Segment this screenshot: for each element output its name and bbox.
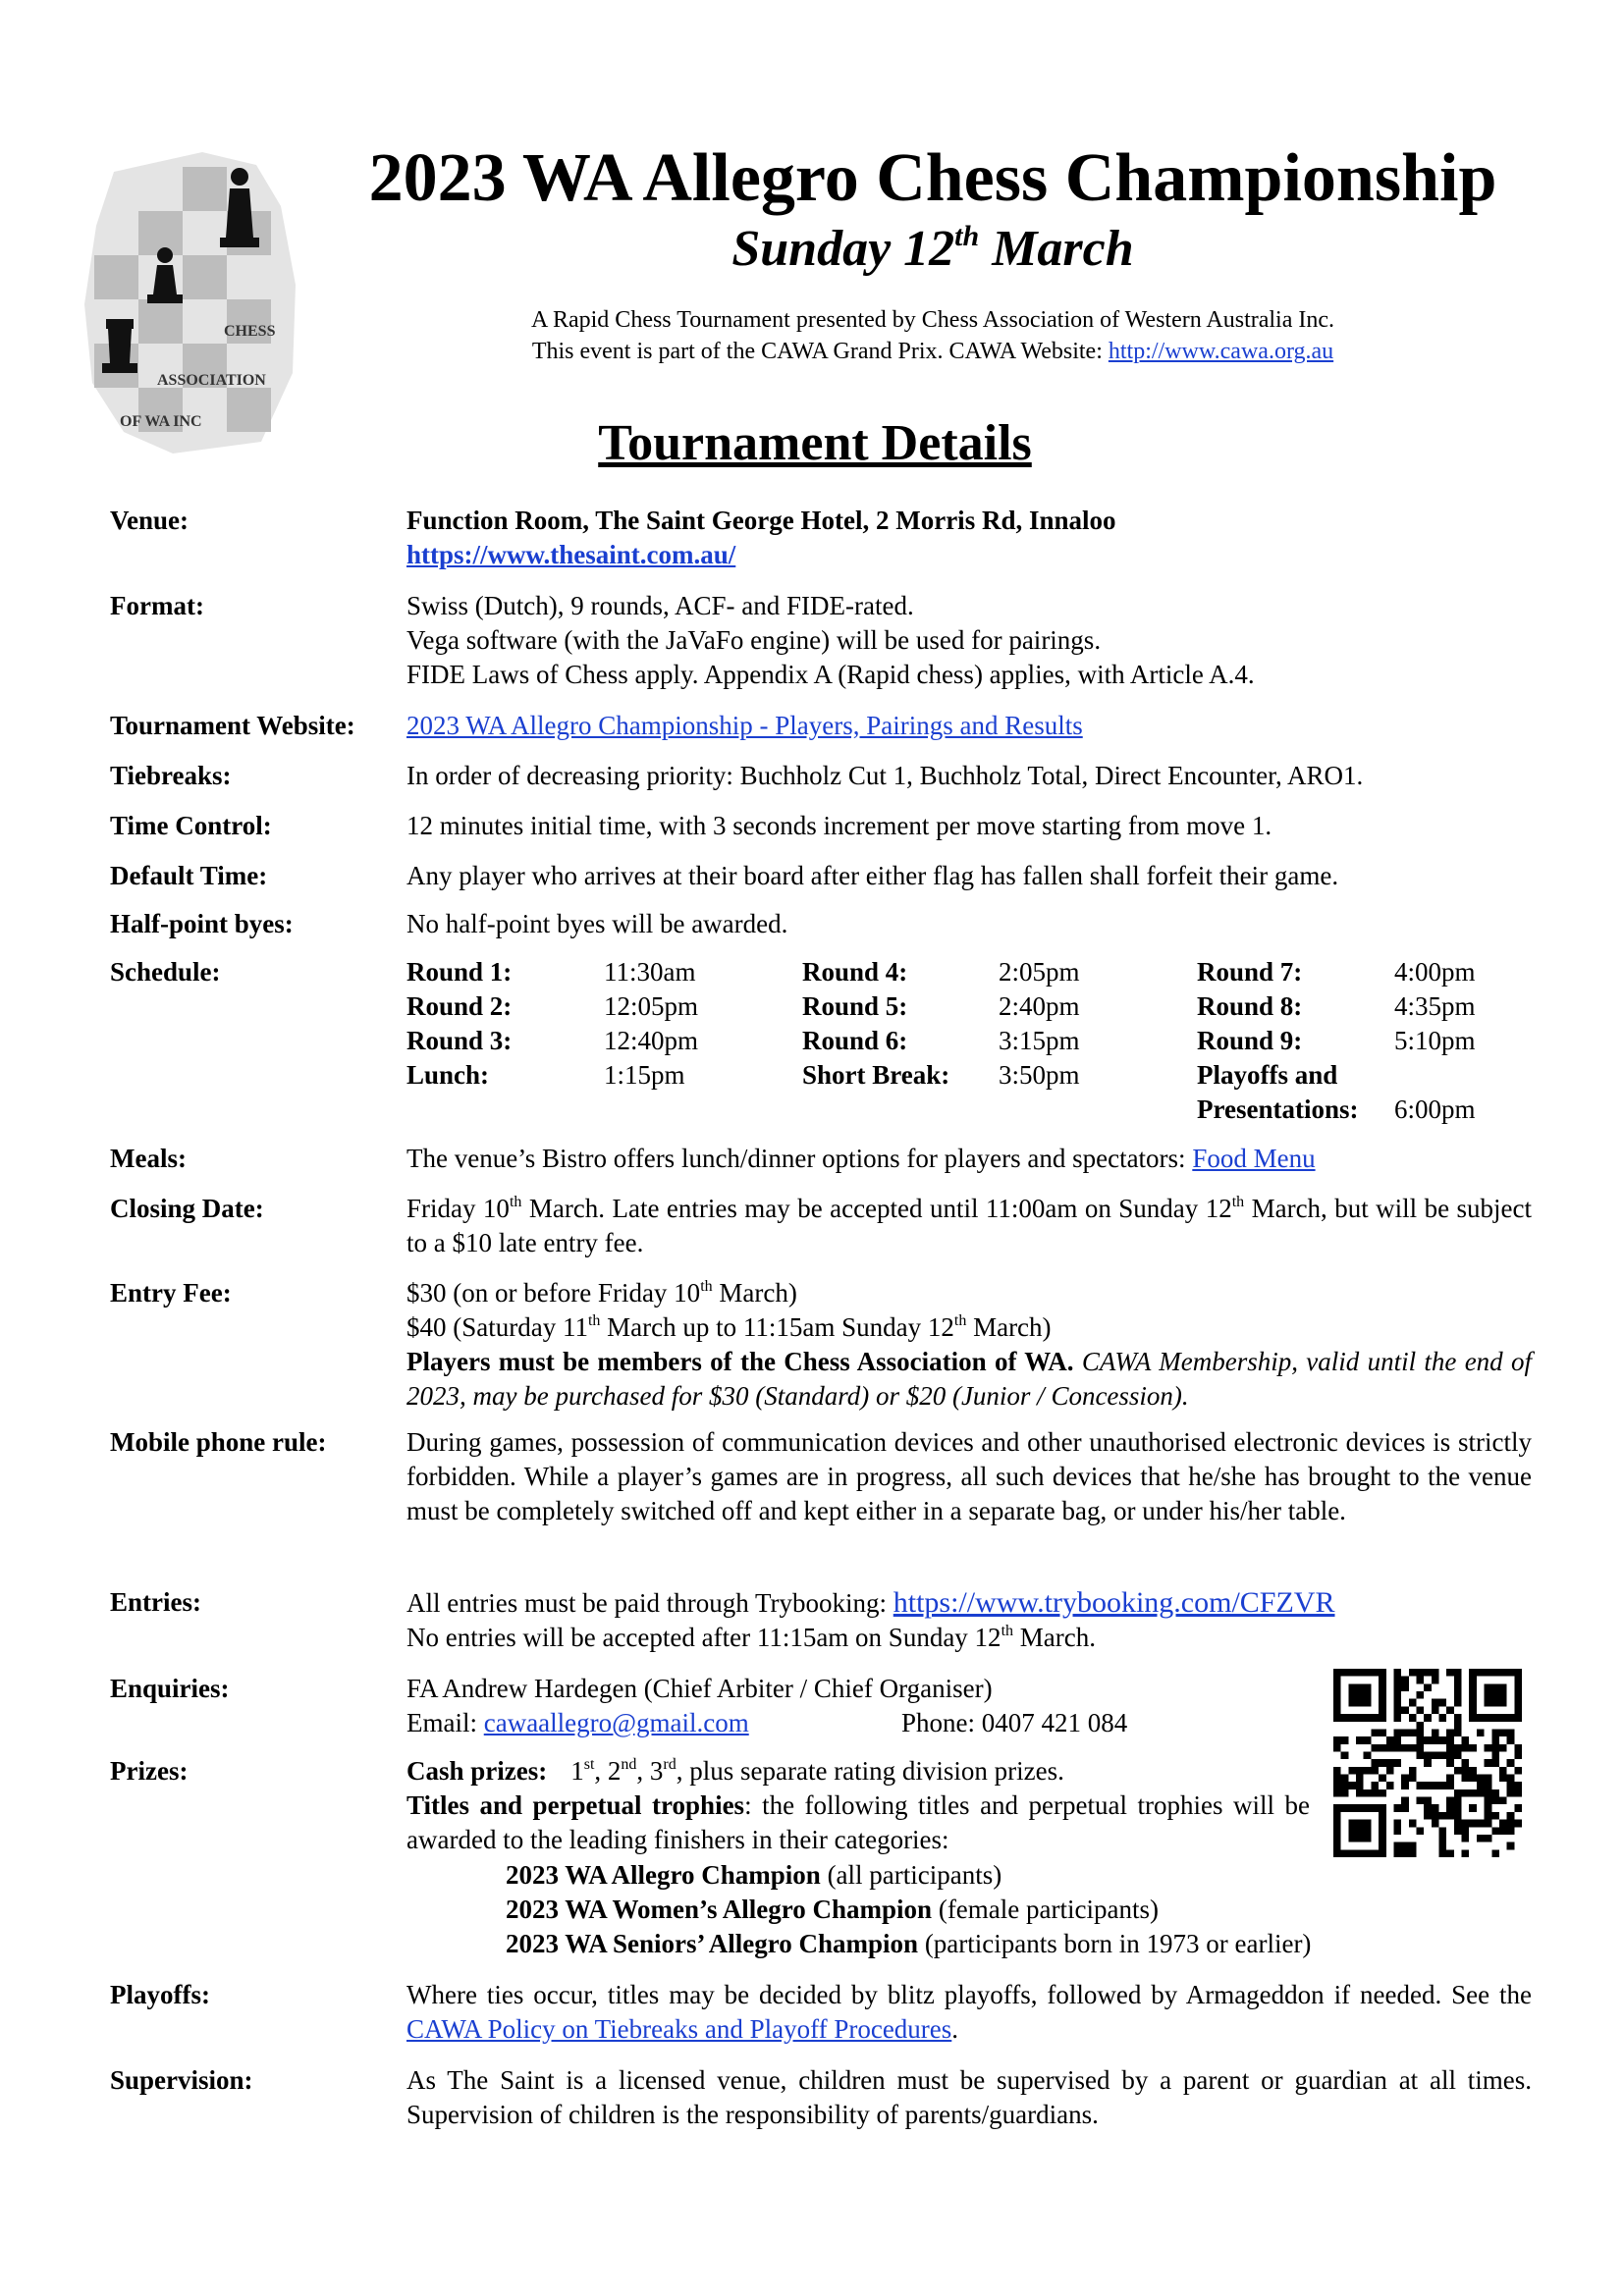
food-menu-link[interactable]: Food Menu [1192, 1144, 1316, 1173]
event-date: Sunday 12th March [731, 220, 1134, 277]
tiebreaks-text: In order of decreasing priority: Buchholz Cut 1, Buchholz Total, Direct Encounter, ARO1. [406, 761, 1364, 790]
enquiries-label: Enquiries: [110, 1674, 230, 1703]
playoffs-label: Playoffs: [110, 1980, 210, 2009]
membership-note: Players must be members of the Chess Association of WA. CAWA Membership, valid until the end of 2023, may be purchased for $30 (Standard) or $20 (Junior / Concession). [406, 1347, 1532, 1411]
schedule-lunch-label: Lunch: [406, 1060, 490, 1090]
byes-label: Half-point byes: [110, 909, 294, 938]
tiebreak-policy-link[interactable]: CAWA Policy on Tiebreaks and Playoff Procedures [406, 2014, 952, 2044]
entries-line-2: No entries will be accepted after 11:15am on Sunday 12th March. [406, 1623, 1096, 1652]
schedule-playoffs-time: 6:00pm [1394, 1095, 1476, 1124]
cash-prizes: Cash prizes: 1st, 2nd, 3rd, plus separate rating division prizes. [406, 1756, 1064, 1786]
qr-code-icon[interactable] [1333, 1669, 1522, 1857]
time-control-label: Time Control: [110, 811, 272, 840]
schedule-round-8-label: Round 8: [1197, 991, 1303, 1021]
schedule-round-1-label: Round 1: [406, 957, 513, 987]
logo-text-wa-inc: OF WA INC [120, 413, 202, 430]
mobile-rule-label: Mobile phone rule: [110, 1427, 327, 1457]
schedule-round-8-time: 4:35pm [1394, 991, 1476, 1021]
format-line-2: Vega software (with the JaVaFo engine) will be used for pairings. [406, 625, 1102, 655]
prizes-label: Prizes: [110, 1756, 189, 1786]
schedule-round-6-time: 3:15pm [999, 1026, 1080, 1055]
trybooking-link[interactable]: https://www.trybooking.com/CFZVR [893, 1586, 1335, 1619]
schedule-round-2-label: Round 2: [406, 991, 513, 1021]
award-item: 2023 WA Allegro Champion (all participants) [506, 1860, 1002, 1890]
intro-line-2: This event is part of the CAWA Grand Prix. CAWA Website: http://www.cawa.org.au [531, 339, 1334, 364]
default-time-text: Any player who arrives at their board after either flag has fallen shall forfeit their game. [406, 861, 1339, 890]
award-item: 2023 WA Women’s Allegro Champion (female participants) [506, 1895, 1159, 1924]
schedule-round-4-time: 2:05pm [999, 957, 1080, 987]
format-line-3: FIDE Laws of Chess apply. Appendix A (Rapid chess) applies, with Article A.4. [406, 660, 1255, 689]
schedule-label: Schedule: [110, 957, 221, 987]
venue-link[interactable]: https://www.thesaint.com.au/ [406, 540, 736, 569]
cawa-website-link[interactable]: http://www.cawa.org.au [1108, 339, 1334, 364]
entry-fee-label: Entry Fee: [110, 1278, 232, 1308]
email-label: Email: [406, 1708, 484, 1737]
schedule-row [110, 955, 1532, 1132]
byes-text: No half-point byes will be awarded. [406, 909, 788, 938]
schedule-short-break-time: 3:50pm [999, 1060, 1080, 1090]
venue-label: Venue: [110, 506, 189, 535]
mobile-rule-text: During games, possession of communication devices and other unauthorised electronic devices is strictly forbidden. While a player’s games are in progress, all such devices that he/she has brought to the venue must be completely switched off and kept either in a separate bag, or under his/her table. [406, 1427, 1532, 1525]
page-title: 2023 WA Allegro Chess Championship [368, 140, 1497, 216]
time-control-text: 12 minutes initial time, with 3 seconds increment per move starting from move 1. [406, 811, 1272, 840]
phone-text: Phone: 0407 421 084 [901, 1708, 1128, 1737]
schedule-round-9-time: 5:10pm [1394, 1026, 1476, 1055]
schedule-lunch-time: 1:15pm [604, 1060, 685, 1090]
entry-fee-standard: $30 (on or before Friday 10th March) [406, 1278, 797, 1308]
awards-list [110, 1858, 1532, 1966]
intro-line-1: A Rapid Chess Tournament presented by Chess Association of Western Australia Inc. [530, 307, 1335, 333]
entries-line-1: All entries must be paid through Trybooking: https://www.trybooking.com/CFZVR [406, 1586, 1335, 1619]
entries-label: Entries: [110, 1587, 201, 1617]
schedule-round-4-label: Round 4: [802, 957, 908, 987]
closing-date-text: Friday 10th March. Late entries may be accepted until 11:00am on Sunday 12th March, but will be subject to a $10 late entry fee. [406, 1194, 1533, 1257]
section-heading: Tournament Details [598, 415, 1032, 471]
cawa-logo [84, 147, 302, 459]
default-time-label: Default Time: [110, 861, 268, 890]
schedule-round-5-time: 2:40pm [999, 991, 1080, 1021]
schedule-playoffs-label-1: Playoffs and [1197, 1060, 1338, 1090]
schedule-table [406, 955, 1532, 1127]
schedule-playoffs-label-2: Presentations: [1197, 1095, 1359, 1124]
schedule-round-7-label: Round 7: [1197, 957, 1303, 987]
schedule-round-1-time: 11:30am [604, 957, 696, 987]
supervision-text: As The Saint is a licensed venue, children must be supervised by a parent or guardian at all times. Supervision of children is the responsibility of parents/guardians. [406, 2065, 1532, 2129]
schedule-round-5-label: Round 5: [802, 991, 908, 1021]
meals-text: The venue’s Bistro offers lunch/dinner options for players and spectators: [406, 1144, 1193, 1173]
enquiries-contact: FA Andrew Hardegen (Chief Arbiter / Chief Organiser) [406, 1674, 993, 1703]
logo-text-chess: CHESS [224, 323, 276, 340]
venue-address: Function Room, The Saint George Hotel, 2 Morris Rd, Innaloo [406, 506, 1116, 535]
schedule-short-break-label: Short Break: [802, 1060, 950, 1090]
closing-date-label: Closing Date: [110, 1194, 264, 1223]
entry-fee-late: $40 (Saturday 11th March up to 11:15am Sunday 12th March) [406, 1312, 1052, 1342]
meals-label: Meals: [110, 1144, 187, 1173]
schedule-round-2-time: 12:05pm [604, 991, 699, 1021]
tournament-website-link[interactable]: 2023 WA Allegro Championship - Players, Pairings and Results [406, 711, 1083, 740]
schedule-round-6-label: Round 6: [802, 1026, 908, 1055]
logo-text-association: ASSOCIATION [157, 372, 266, 389]
playoffs-text: Where ties occur, titles may be decided by blitz playoffs, followed by Armageddon if needed. See the CAWA Policy on Tiebreaks and Playoff Procedures. [406, 1980, 1532, 2044]
supervision-label: Supervision: [110, 2065, 253, 2095]
schedule-round-3-time: 12:40pm [604, 1026, 699, 1055]
format-line-1: Swiss (Dutch), 9 rounds, ACF- and FIDE-rated. [406, 591, 914, 620]
titles-text: Titles and perpetual trophies: the following titles and perpetual trophies will be awarded to the leading finishers in their categories: [406, 1790, 1310, 1854]
award-item: 2023 WA Seniors’ Allegro Champion (participants born in 1973 or earlier) [506, 1929, 1312, 1958]
intro-text [334, 304, 1532, 367]
schedule-round-3-label: Round 3: [406, 1026, 513, 1055]
website-label: Tournament Website: [110, 711, 355, 740]
email-link[interactable]: cawaallegro@gmail.com [483, 1708, 749, 1737]
schedule-round-9-label: Round 9: [1197, 1026, 1303, 1055]
tiebreaks-label: Tiebreaks: [110, 761, 232, 790]
format-label: Format: [110, 591, 204, 620]
schedule-round-7-time: 4:00pm [1394, 957, 1476, 987]
